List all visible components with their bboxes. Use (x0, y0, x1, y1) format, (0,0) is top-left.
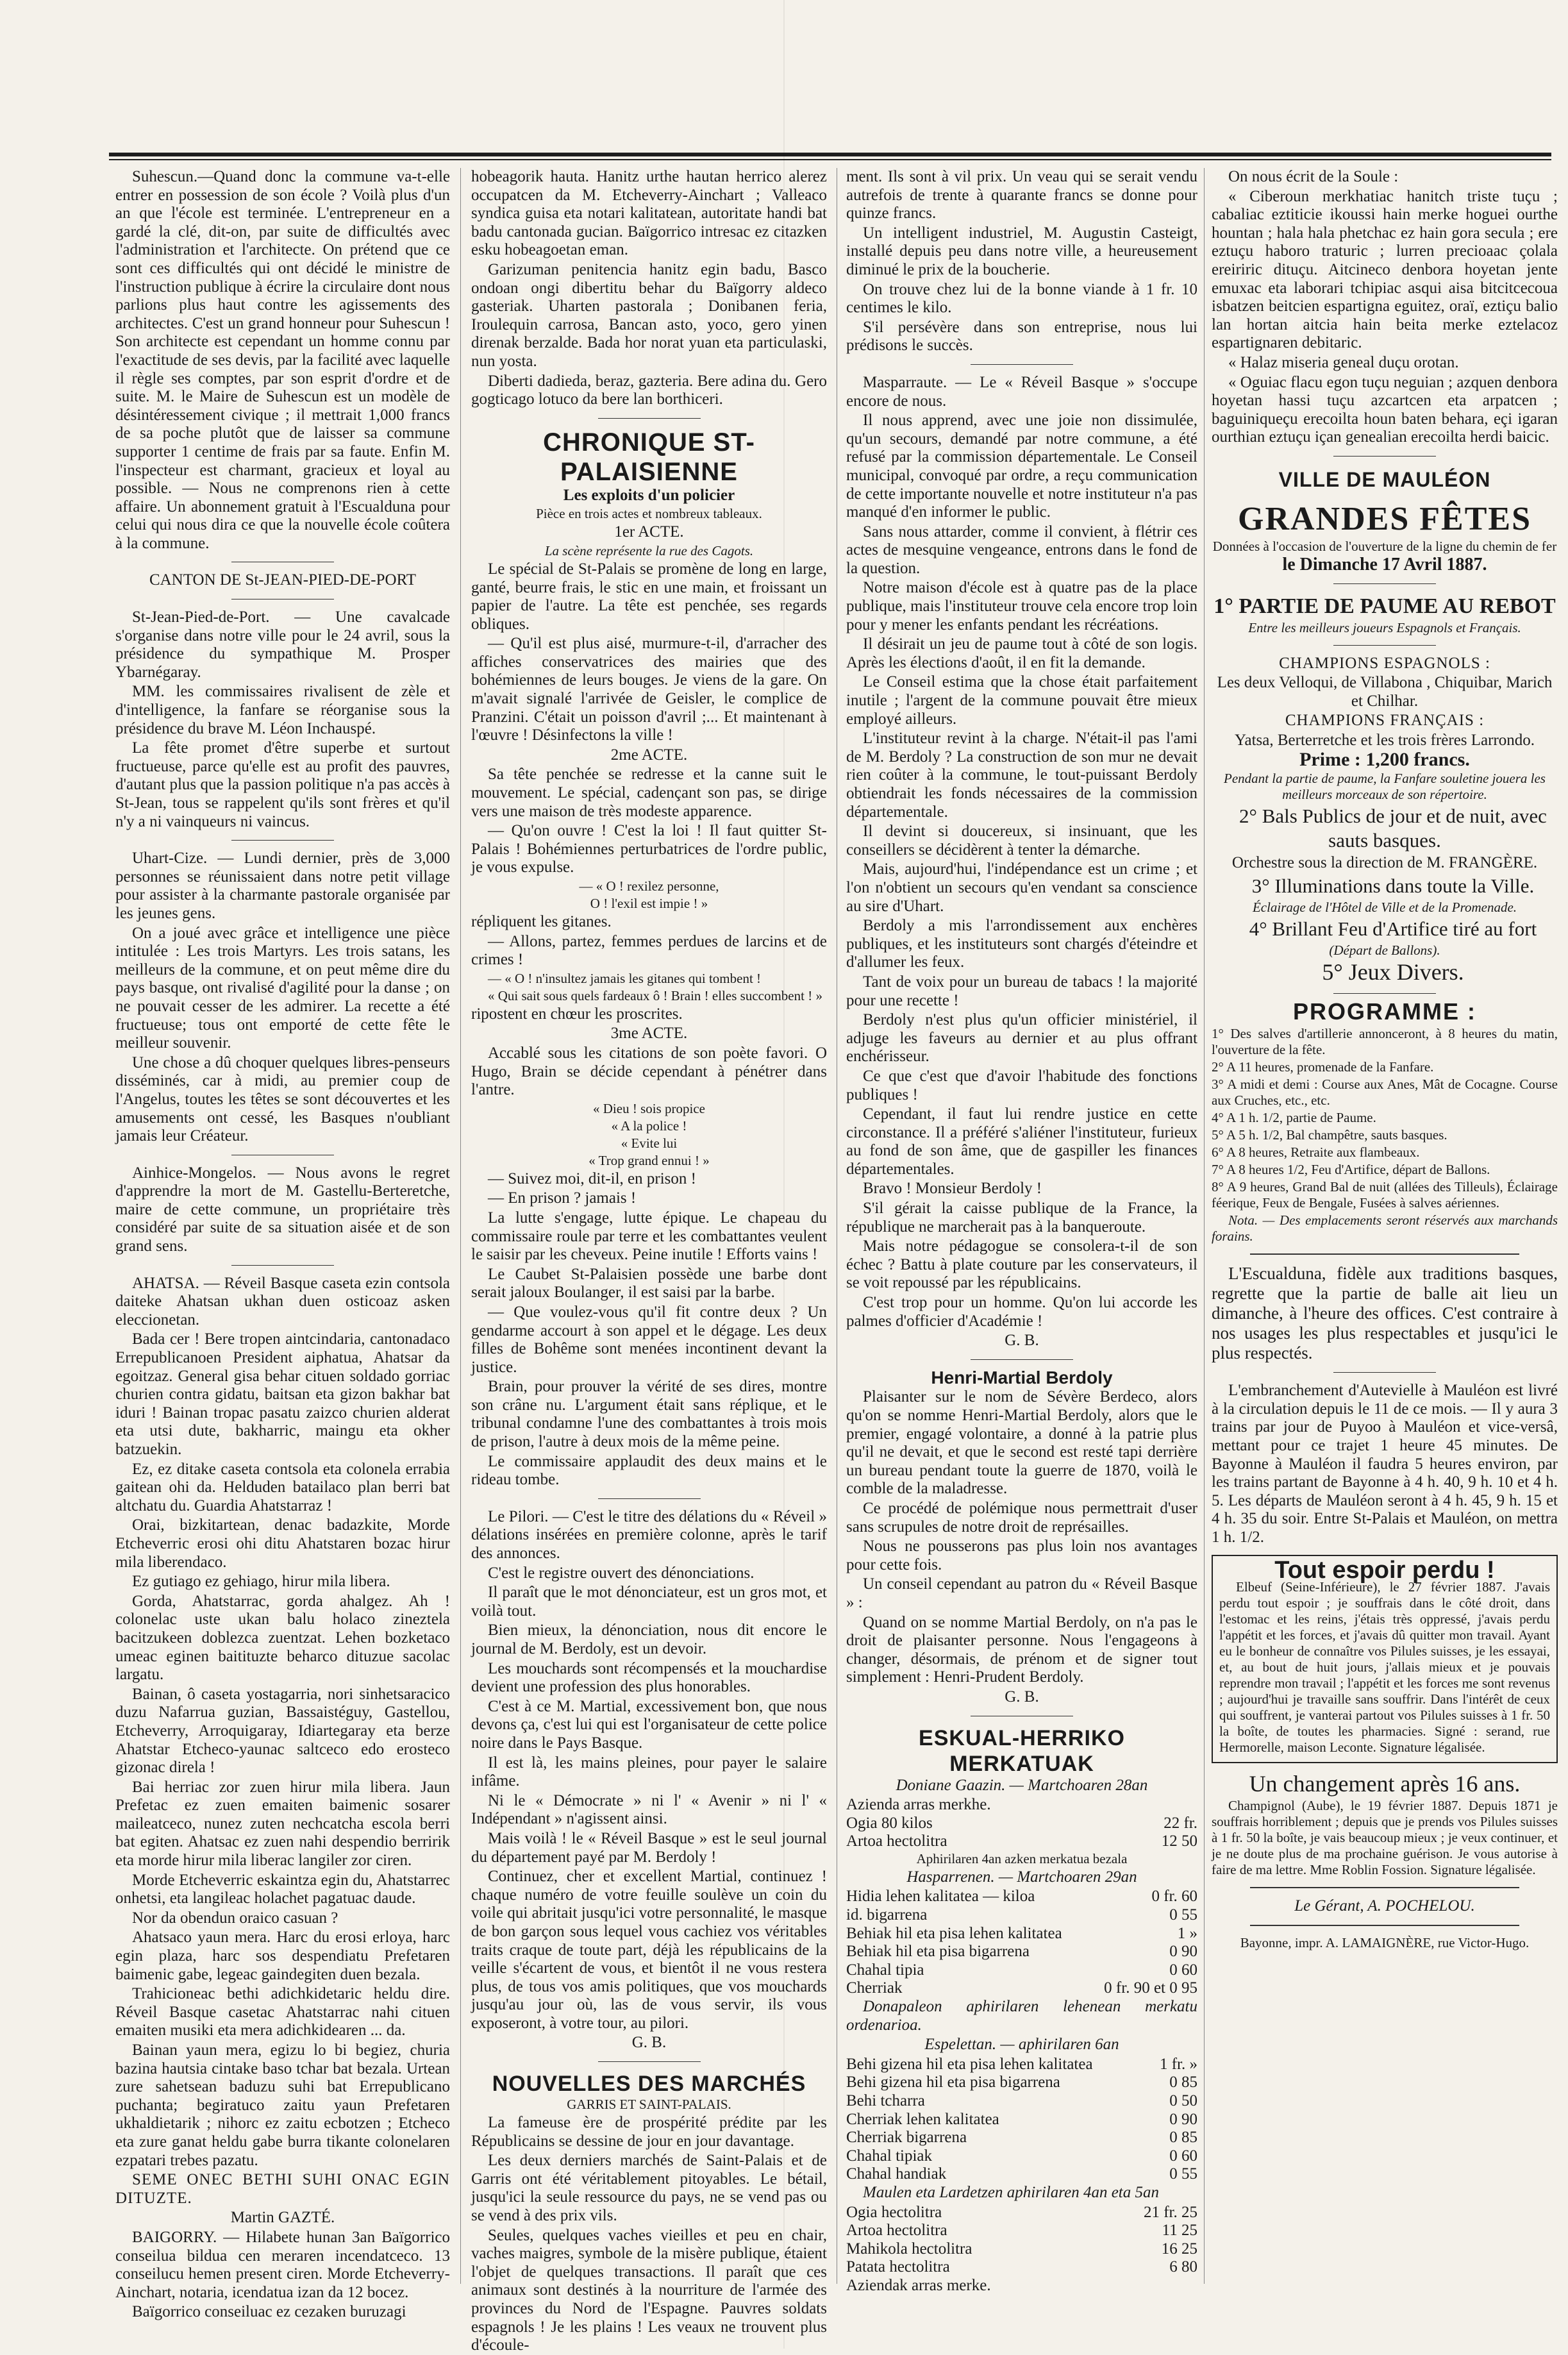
divider (1250, 1887, 1519, 1888)
price-row: Mahikola hectolitra 16 25 (846, 2240, 1197, 2258)
price-row: Cherriak bigarrena 0 85 (846, 2129, 1197, 2147)
programme-item: 7° A 8 heures 1/2, Feu d'Artifice, départ de Ballons. (1212, 1162, 1490, 1178)
paragraph: Mais notre pédagogue se consolera-t-il de son échec ? Battu à plate couture par les conservateurs, il se voit repoussé par les républicains. (846, 1237, 1197, 1292)
price-row: Cherriak lehen kalitatea 0 90 (846, 2110, 1197, 2128)
paragraph: La lutte s'engage, lutte épique. Le chapeau du commissaire roule par terre et les combattantes veulent le saisir par les cheveux. Peine inutile ! Efforts vains ! (471, 1209, 827, 1264)
nouvelles-heading: NOUVELLES DES MARCHÉS (492, 2072, 806, 2097)
paragraph: Un conseil cependant au patron du « Réveil Basque » : (846, 1575, 1197, 1611)
chronique-subtitle: Les exploits d'un policier (563, 486, 735, 504)
champions-label: CHAMPIONS ESPAGNOLS : (1279, 654, 1490, 672)
paragraph: L'instituteur revint à la charge. N'était-il pas l'ami de M. Berdoly ? La construction de son mur ne devait rien coûter à la commune, le tout-puissant Berdoly obtiendrait les fonds nécessaires de la commission départementale. (846, 730, 1197, 821)
column-4 (1212, 168, 1558, 2303)
verse-line: — « O ! rexilez personne, (579, 878, 719, 894)
fetes-date: le Dimanche 17 Avril 1887. (1282, 554, 1487, 574)
paragraph: Trahicioneac bethi adichkidetaric heldu dire. Réveil Basque casetac Ahatstarrac nahi cituen emaiten musiki eta mera adichkidearen ... da. (115, 1985, 450, 2040)
price-row: Behi tcharra 0 50 (846, 2092, 1197, 2109)
paragraph: MM. les commissaires rivalisent de zèle et d'intelligence, la fanfare se réorganise sous la présidence du brave M. Léon Inchauspé. (115, 683, 450, 737)
jeux-line: 5° Jeux Divers. (1322, 959, 1464, 985)
paragraph: Sa tête penchée se redresse et la canne suit le mouvement. Le spécial, cadençant son pas, se dirige vers une maison de très modeste apparence. (471, 766, 827, 820)
paragraph: C'est le registre ouvert des dénonciations. (488, 1564, 755, 1582)
paragraph: Il paraît que le mot dénonciateur, est un gros mot, et voilà tout. (471, 1584, 827, 1620)
partie-heading: 1° PARTIE DE PAUME AU REBOT (1214, 594, 1556, 618)
fetes-occasion: Données à l'occasion de l'ouverture de la ligne du chemin de fer (1212, 538, 1557, 554)
changement-heading: Un changement après 16 ans. (1249, 1771, 1521, 1797)
divider (971, 1359, 1073, 1360)
paragraph: Plaisanter sur le nom de Sévère Berdeco, alors qu'on se nomme Henri-Martial Berdoly, alors que le premier, engagé volontaire, a donné à la patrie plus qu'il ne devait, et que le second est resté tapi derrière un bureau pendant toute la guerre de 1870, voilà le comble de la maladresse. (846, 1388, 1197, 1498)
divider (598, 1498, 701, 1499)
divider (231, 1265, 334, 1266)
divider (598, 418, 701, 419)
market-heading: Maulen eta Lardetzen aphirilaren 4an eta 5an (863, 2183, 1159, 2201)
article-masparraute: Masparraute. — Le « Réveil Basque » s'occupe encore de nous. (846, 373, 1197, 410)
paragraph: « Ciberoun merkhatiac hanitch triste tuçu ; cabaliac eztiticie ikoussi hain merke hoguei ourthe hountan ; hala hala phetchac ez hain gora secula ; ere eztuçu haboro traturic ; lurren precioaac çolala ereiriric dituçu. Aitcineco denbora hoyetan jente emuxac eta laborari tchipiac asqui aisa bitcitcecoua isbatzen beitcien espartigna eguitez, oraï, eztiçu balio lan hortan aitcia hain beita merke eztelacoz espartignaren debitaric. (1212, 187, 1558, 352)
market-heading: Hasparrenen. — Martchoaren 29an (906, 1868, 1137, 1886)
espoir-heading: Tout espoir perdu ! (1274, 1556, 1495, 1584)
column-divider (1204, 168, 1205, 2284)
market-note: Donapaleon aphirilaren lehenean merkatu ordenarioa. (846, 1998, 1197, 2034)
paragraph: Garizuman penitencia hanitz egin badu, Basco ondoan ongi dibertitu behar du Baïgorry aldeco gasteriak. Uharten pastorala ; Donibanen feria, Iroulequin carrosa, Bancan asto, yoco, gero yinen direnak berzalde. Bada hor norat yuan eta particulaski, nun yosta. (471, 260, 827, 370)
paragraph: « Halaz miseria geneal duçu orotan. (1228, 353, 1459, 371)
paragraph: Le Caubet St-Palaisien possède une barbe dont serait jaloux Boulanger, il est saisi par la barbe. (471, 1265, 827, 1302)
paragraph: Brain, pour prouver la vérité de ses dires, montre son crâne nu. L'argument était sans réplique, et le tribunal condamne l'une des combattantes à trois mois de prison, l'autre à deux mois de la même peine. (471, 1378, 827, 1451)
paragraph: Bravo ! Monsieur Berdoly ! (863, 1180, 1042, 1198)
paragraph: — Suivez moi, dit-il, en prison ! (488, 1169, 696, 1187)
price-row: Ogia 80 kilos 22 fr. (846, 1814, 1197, 1832)
verse-line: « Trop grand ennui ! » (588, 1152, 710, 1168)
paragraph: Mais voilà ! le « Réveil Basque » est le seul journal du département payé par M. Berdoly ! (471, 1829, 827, 1866)
champions-names: Yatsa, Berterretche et les trois frères Larrondo. (1234, 731, 1535, 749)
verse-line: « Evite lui (621, 1135, 678, 1151)
article-pilori: Le Pilori. — C'est le titre des délations du « Réveil » délations insérées en première colonne, après le tarif des annonces. (471, 1507, 827, 1563)
paragraph: S'il gérait la caisse publique de la France, la république ne marcherait pas à la banqueroute. (846, 1200, 1197, 1236)
paragraph: Les deux derniers marchés de Saint-Palais et de Garris ont été véritablement pitoyables. Le bétail, jusqu'ici la seule ressource du pays, ne se vend pas ou se vend à des prix vils. (471, 2152, 827, 2225)
divider (1333, 583, 1436, 584)
verse-line: — « O ! n'insultez jamais les gitanes qui tombent ! (488, 970, 762, 986)
paragraph: Bai herriac zor zuen hirur mila libera. Jaun Prefetac ez zuen emaiten baimenic sosarer maileatceco, nunez zuten nechcatcha escola berri bat egiten. Ahatsac ez zuen nahi despendio berririk eta morde hirur mila liberac langiler zor ciren. (115, 1778, 450, 1870)
signature: G. B. (1005, 1688, 1039, 1705)
divider (1250, 1925, 1519, 1926)
column-2 (471, 168, 827, 2354)
divider (1250, 1253, 1519, 1255)
scene-description: La scène représente la rue des Cagots. (544, 542, 754, 558)
divider (1333, 993, 1436, 994)
column-divider (460, 168, 461, 2284)
paragraph: Quand on se nomme Martial Berdoly, on n'a pas le droit de plaisanter personne. Nous l'engageons à changer, désormais, de prénom et de signer tout simplement : Henri-Prudent Berdoly. (846, 1613, 1197, 1686)
paragraph: Ce procédé de polémique nous permettrait d'user sans scrupules de notre droit de représailles. (846, 1499, 1197, 1536)
advert-box (1212, 1555, 1558, 1764)
paragraph: Le spécial de St-Palais se promène de long en large, ganté, beurre frais, le stic en une main, et froissant un papier de l'autre. La tête est penchée, ses regards obliques. (471, 560, 827, 633)
bals-line: 2° Bals Publics de jour et de nuit, avec sauts basques. (1239, 805, 1547, 852)
paragraph: Ahatsaco yaun mera. Harc du erosi erloya, harc egin plaza, harc sos despendiatu Prefetaren baimenic gabe, legeac gaindegiten duen bezala. (115, 1929, 450, 1983)
orchestre-line: Orchestre sous la direction de M. FRANGÈRE. (1231, 854, 1538, 872)
paragraph: Berdoly n'est plus qu'un officier ministériel, il adjuge les faveurs au dernier et au plus offrant enchérisseur. (846, 1011, 1197, 1066)
programme-item: 1° Des salves d'artillerie annonceront, à 8 heures du matin, l'ouverture de la fête. (1212, 1026, 1558, 1058)
paragraph: Mais, aujourd'hui, l'indépendance est un crime ; et l'on n'obtient un secours qu'en vendant sa conscience au sire d'Uhart. (846, 860, 1197, 915)
paragraph: L'Escualduna, fidèle aux traditions basques, regrette que la partie de balle ait lieu un dimanche, à l'heure des offices. C'est contraire à nos usages les plus respectables et jusqu'ici le plus respectés. (1212, 1264, 1558, 1363)
divider (1333, 1372, 1436, 1373)
champions-names: Les deux Velloqui, de Villabona , Chiquibar, Marich et Chilhar. (1217, 674, 1553, 710)
paragraph: Bada cer ! Bere tropen aintcindaria, cantonadaco Errepublicanoen President aiphatua, Ahatsar da egoitzaz. General gisa behar cituen soldado gorriac churien contra gidatu, baitsan eta gizon bakhar bat iduri ! Bainan tropac pasatu zaizco churien alderat eta utsi dute, bakharric, maingu eta okher batzuekin. (115, 1330, 450, 1458)
paragraph: Un intelligent industriel, M. Augustin Casteigt, installé depuis peu dans notre ville, a heureusement diminué le prix de la boucherie. (846, 224, 1197, 278)
ville-heading: VILLE DE MAULÉON (1278, 467, 1491, 491)
divider (231, 840, 334, 841)
price-row: Behi gizena hil eta pisa lehen kalitatea 1 fr. » (846, 2055, 1197, 2073)
price-row: Artoa hectolitra 12 50 (846, 1832, 1197, 1850)
paragraph: Orai, bizkitartean, denac badazkite, Morde Etcheverric erosi ohi ditu Ahatstaren bozac hirur mila liberendaco. (115, 1516, 450, 1571)
price-row: Behiak hil eta pisa bigarrena 0 90 (846, 1943, 1197, 1961)
chronique-subtitle-2: Pièce en trois actes et nombreux tableaux. (536, 506, 762, 522)
paragraph: Ni le « Démocrate » ni l' « Avenir » ni l' « Indépendant » n'agissent ainsi. (471, 1791, 827, 1828)
ballons-line: (Départ de Ballons). (1329, 942, 1440, 958)
feu-line: 4° Brillant Feu d'Artifice tiré au fort (1249, 917, 1537, 940)
paragraph: S'il persévère dans son entreprise, nous lui prédisons le succès. (846, 318, 1197, 355)
paragraph: répliquent les gitanes. (471, 913, 612, 930)
paragraph: Notre maison d'école est à quatre pas de la place publique, mais l'instituteur trouve cela encore trop loin pour y mener les enfants pendant les récréations. (846, 579, 1197, 633)
acte-heading: 1er ACTE. (614, 523, 684, 541)
champions-label: CHAMPIONS FRANÇAIS : (1285, 712, 1485, 730)
paragraph: Nor da obendun oraico casuan ? (132, 1909, 338, 1927)
price-row: id. bigarrena 0 55 (846, 1906, 1197, 1924)
signature: Martin GAZTÉ. (230, 2209, 335, 2227)
paragraph: Le Conseil estima que la chose était parfaitement inutile ; l'argent de la commune pouvait être mieux employé ailleurs. (846, 673, 1197, 728)
paragraph: L'embranchement d'Autevielle à Mauléon est livré à la circulation depuis le 11 de ce mois. — Il y aura 3 trains par jour de Puyoo à Mauléon et vice-versâ, mettant pour ce trajet 1 heure 45 minutes. De Bayonne à Mauléon il faudra 5 heures environ, par les trains partant de Bayonne à 4 h. 40, 9 h. 10 et 4 h. 5. Les départs de Mauléon seront à 4 h. 45, 9 h. 15 et 4 h. 35 du soir. Entre St-Palais et Mauléon, on mettra 1 h. 1/2. (1212, 1382, 1558, 1546)
partie-subtitle: Entre les meilleurs joueurs Espagnols et Français. (1248, 619, 1521, 635)
article-ahatsa: AHATSA. — Réveil Basque caseta ezin contsola daiteke Ahatsan ukhan duen osticoaz asken eleccionetan. (115, 1274, 450, 1328)
paragraph: Gorda, Ahatstarrac, gorda ahalgez. Ah ! colonelac uste ukan balu holaco zineztela bacitzukeen doblezca zuentzat. Lehen bozketaco umeac eginen baitituzte beharco dituzue sacolac largatu. (115, 1592, 450, 1684)
price-row: Patata hectolitra 6 80 (846, 2258, 1197, 2276)
paragraph: Ez, ez ditake caseta contsola eta colonela errabia gaitean ohi da. Helduden batailaco plan berri bat altchatu du. Guardia Ahatstarraz ! (115, 1460, 450, 1514)
market-heading: Espelettan. — aphirilaren 6an (924, 2036, 1119, 2054)
paragraph: — En prison ? jamais ! (488, 1189, 637, 1207)
paragraph: On trouve chez lui de la bonne viande à 1 fr. 10 centimes le kilo. (846, 280, 1197, 317)
paragraph: Ce que c'est que d'avoir l'habitude des fonctions publiques ! (846, 1067, 1197, 1103)
advert-text: Champignol (Aube), le 19 février 1887. Depuis 1871 je souffrais horriblement ; depuis que je prends vos Pilules suisses à 1 fr. 50 la boîte, je vais beaucoup mieux ; je veux continuer, et je ne doute plus de ma prochaine guérison. Je vous autorise à faire de ma lettre. Mme Roblin Fossion. Signature légalisée. (1212, 1798, 1558, 1878)
paragraph: On nous écrit de la Soule : (1228, 168, 1399, 185)
prime-amount: Prime : 1,200 francs. (1299, 749, 1470, 771)
canton-heading: CANTON DE St-JEAN-PIED-DE-PORT (149, 571, 417, 589)
column-3 (846, 168, 1197, 2303)
fetes-heading: GRANDES FÊTES (1238, 500, 1531, 537)
paragraph: Sans nous attarder, comme il convient, à flétrir ces actes de mesquine vengeance, entrons dans le fond de la question. (846, 523, 1197, 577)
paragraph: Les mouchards sont récompensés et la mouchardise devient une profession des plus honorables. (471, 1659, 827, 1696)
signature: G. B. (631, 2034, 667, 2052)
divider (1333, 456, 1436, 457)
acte-heading: 2me ACTE. (610, 746, 688, 764)
price-row: Cherriak 0 fr. 90 et 0 95 (846, 1979, 1197, 1997)
paragraph: On a joué avec grâce et intelligence une pièce intitulée : Les trois Martyrs. Les trois satans, les meilleurs de la commune, et on peut même dire du pays basque, ont rivalisé d'agilité pour la danse ; on ne pouvait cesser de les admirer. La recette a été fructueuse; tous ont emporté de cette fête le meilleur souvenir. (115, 924, 450, 1052)
verse-line: « Dieu ! sois propice (593, 1100, 705, 1116)
paragraph: Accablé sous les citations de son poète favori. O Hugo, Brain se décide cependant à pénétrer dans l'antre. (471, 1044, 827, 1099)
paragraph: ment. Ils sont à vil prix. Un veau qui se serait vendu autrefois de trente à quarante francs se donne pour quinze francs. (846, 168, 1197, 222)
nota-line: Nota. — Des emplacements seront réservés aux marchands forains. (1212, 1212, 1558, 1245)
eskual-heading: ESKUAL-HERRIKO MERKATUAK (919, 1725, 1125, 1776)
paragraph: Il désirait un jeu de paume tout à côté de son logis. Après les élections d'août, il en fit la demande. (846, 635, 1197, 671)
paragraph: — Que voulez-vous qu'il fit contre deux ? Un gendarme accourt à son appel et le dégage. Les deux filles de Bohême sont menées incontinent devant la justice. (471, 1303, 827, 1376)
article-st-jean: St-Jean-Pied-de-Port. — Une cavalcade s'organise dans notre ville pour le 24 avril, sous la présidence du sympathique M. Prosper Ybarnégaray. (115, 608, 450, 681)
article-suhescun: Suhescun.—Quand donc la commune va-t-elle entrer en possession de son école ? Voilà plus d'un an que l'école est terminée. L'entrepreneur en a gardé la clé, dit-on, par suite de difficultés avec l'administration et l'architecte. On prétend que ce sont ces difficultés qui ont décidé le ministre de l'instruction publique à écrire la circulaire dont nous parlions plus haut contre les agissements des architectes. C'est un grand honneur pour Suhescun ! Son architecte est cependant un homme connu par l'exactitude de ses devis, par la facilité avec laquelle il règle ses comptes, par son esprit d'ordre et de suite. M. le Maire de Suhescun est un modèle de désintéressement civique ; il mettrait 1,000 francs de sa poche plutôt que de laisser sa commune supporter 1 centime de frais par sa faute. Enfin M. l'inspecteur est charmant, gracieux et loyal au possible. — Nous ne comprenons rien à cette affaire. Un abonnement gratuit à l'Escualduna pour celui qui nous dira ce que la nouvelle école coûtera à la commune. (115, 168, 450, 552)
paragraph: — Allons, partez, femmes perdues de larcins et de crimes ! (471, 932, 827, 969)
price-row: Artoa hectolitra 11 25 (846, 2222, 1197, 2240)
henri-heading: Henri-Martial Berdoly (931, 1367, 1113, 1387)
column-1 (115, 168, 450, 2321)
paragraph: Morde Etcheverric eskaintza egin du, Ahatstarrec onhetsi, eta langileac holachet pagatuac daude. (115, 1871, 450, 1907)
paragraph: La fameuse ère de prospérité prédite par les Républicains se dessine de jour en jour davantage. (471, 2114, 827, 2150)
price-row: Ogia hectolitra 21 fr. 25 (846, 2203, 1197, 2221)
top-rule-thin (109, 159, 1551, 160)
divider (971, 364, 1073, 365)
divider (1333, 645, 1436, 646)
programme-item: 2° A 11 heures, promenade de la Fanfare. (1212, 1059, 1434, 1075)
article-baigorry: BAIGORRY. — Hilabete hunan 3an Baïgorrico conseilua bildua cen meraren incendatceco. 13 conseilucu hemen present ciren. Morde Etcheverry-Ainchart, notaria, icendatua izan da 12 bocez. (115, 2228, 450, 2301)
fanfare-note: Pendant la partie de paume, la Fanfare souletine jouera les meilleurs morceaux de son répertoire. (1224, 771, 1546, 803)
paragraph: Bainan yaun mera, egizu lo bi begiez, churia bazina hautsia cintake baso tchar bat bezala. Urtean zure sahetsean baduzu suhi bat Errepublicano puchanta; begiratuco zaitu yaun Prefetaren ukhaldietarik ; nihorc ez zaitu ecbotzen ; Etcheco eta zure ganat heldu gabe burra tikante colonelaren ezpatari trebes pazatu. (115, 2041, 450, 2169)
paragraph: C'est à ce M. Martial, excessivement bon, que nous devons ça, c'est lui qui est l'organisateur de cette police noire dans le Pays Basque. (471, 1697, 827, 1752)
verse-line: « Qui sait sous quels fardeaux ô ! Brain ! elles succombent ! » (488, 987, 822, 1003)
paragraph: Il nous apprend, avec une joie non dissimulée, qu'un secours, demandé par notre commune, a été refusé par la commission départementale. Le Conseil municipal, convoqué par ordre, a reçu communication de cette importante nouvelle et notre instituteur n'a pas manqué d'en informer le public. (846, 412, 1197, 521)
paragraph: SEME ONEC BETHI SUHI ONAC EGIN DITUZTE. (115, 2171, 450, 2207)
paragraph: La fête promet d'être superbe et surtout fructueuse, parce qu'elle est au profit des pauvres, d'autant plus que la passion politique n'a pas accès à St-Jean, tous se rappelent qu'ils sont frères et qu'il n'y a ni vainqueurs ni vaincus. (115, 739, 450, 830)
price-row: Hidia lehen kalitatea — kiloa 0 fr. 60 (846, 1888, 1197, 1906)
signature: G. B. (1005, 1332, 1039, 1350)
paragraph: hobeagorik hauta. Hanitz urthe hautan herrico alerez occupatcen da M. Etcheverry-Ainchart ; Valleaco syndica guisa eta notari kalitatean, autoritate handi bat badu cantonada gucian. Baïgorrico intresac ez citazken esku hobeagoetan eman. (471, 168, 827, 259)
verse-line: « A la police ! (611, 1118, 687, 1134)
price-row: Chahal handiak 0 55 (846, 2165, 1197, 2183)
imprimeur-line: Bayonne, impr. A. LAMAIGNÈRE, rue Victor-Hugo. (1240, 1934, 1530, 1950)
paragraph: Tant de voix pour un bureau de tabacs ! la majorité pour une recette ! (846, 973, 1197, 1009)
price-row: Chahal tipia 0 60 (846, 1961, 1197, 1979)
paragraph: ripostent en chœur les proscrites. (471, 1005, 683, 1023)
programme-item: 6° A 8 heures, Retraite aux flambeaux. (1212, 1144, 1420, 1161)
paragraph: Baïgorrico conseiluac ez cezaken buruzagi (132, 2303, 406, 2321)
paragraph: Le commissaire applaudit des deux mains et le rideau tombe. (471, 1452, 827, 1489)
paragraph: Il devint si doucereux, si insinuant, que les conseillers se décidèrent à tenter la démarche. (846, 823, 1197, 859)
market-note: Aphirilaren 4an azken merkatua bezala (916, 1850, 1128, 1866)
gerant-line: Le Gérant, A. POCHELOU. (1294, 1897, 1475, 1915)
verse-line: O ! l'exil est impie ! » (590, 896, 708, 911)
paragraph: — Qu'on ouvre ! C'est la loi ! Il faut quitter St-Palais ! Bohémiennes perturbatrices de l'ordre public, je vous expulse. (471, 822, 827, 876)
article-uhart-cize: Uhart-Cize. — Lundi dernier, près de 3,000 personnes se réunissaient dans notre petit village pour assister à la charmante pastorale organisée par les jeunes gens. (115, 850, 450, 922)
price-row: Behiak hil eta pisa lehen kalitatea 1 » (846, 1924, 1197, 1942)
programme-item: 5° A 5 h. 1/2, Bal champêtre, sauts basques. (1212, 1127, 1447, 1143)
paragraph: Diberti dadieda, beraz, gazteria. Bere adina du. Gero gogticago lotuco da bere lan borthiceri. (471, 372, 827, 408)
nouvelles-subtitle: GARRIS ET SAINT-PALAIS. (567, 2097, 731, 2113)
paragraph: Seules, quelques vaches vieilles et peu en chair, vaches maigres, symbole de la misère publique, étaient l'objet de quelques transactions. Il paraît que ces animaux sont destinés à la nourriture de l'armée des provinces du Nord de l'Espagne. Pauvres soldats espagnols ! Je les plains ! Les veaux ne trouvent plus d'écoule- (471, 2226, 827, 2354)
paragraph: « Oguiac flacu egon tuçu neguian ; azquen denbora hoyetan hassi tuçu azcartcen eta arpatcen ; baguiniqueçu erecoilta houn baten behara, eçi igaran ourthian eztuçu içan genealian erecoilta herdi baicic. (1212, 373, 1558, 446)
programme-item: 8° A 9 heures, Grand Bal de nuit (allées des Tilleuls), Éclairage féerique, Feux de Bengale, Fusées à salves aériennes. (1212, 1179, 1558, 1211)
article-ainhice: Ainhice-Mongelos. — Nous avons le regret d'apprendre la mort de M. Gastellu-Berteretche, maire de cette commune, un propriétaire très considéré par suite de sa situation aisée et de son grand sens. (115, 1164, 450, 1255)
divider (598, 2061, 701, 2062)
top-rule (109, 153, 1551, 156)
price-row: Behi gizena hil eta pisa bigarrena 0 85 (846, 2074, 1197, 2091)
price-row: Chahal tipiak 0 60 (846, 2147, 1197, 2165)
paragraph: Nous ne pousserons pas plus loin nos avantages pour cette fois. (846, 1538, 1197, 1573)
paragraph: Ez gutiago ez gehiago, hirur mila libera. (132, 1573, 390, 1591)
chronique-heading: CHRONIQUE ST-PALAISIENNE (543, 428, 755, 486)
illuminations-line: 3° Illuminations dans toute la Ville. (1251, 874, 1535, 897)
paragraph: Cependant, il faut lui rendre justice en cette circonstance. Il a préféré s'aliéner l'instituteur, furieux au fond de son âme, que de gaspiller les finances départementales. (846, 1105, 1197, 1178)
paragraph: Bien mieux, la dénonciation, nous dit encore le journal de M. Berdoly, est un devoir. (471, 1622, 827, 1657)
price-row: Azienda arras merkhe. (846, 1796, 991, 1814)
paragraph: Continuez, cher et excellent Martial, continuez ! chaque numéro de votre feuille soulève un coin du voile qui abritait jusqu'ici votre personnalité, le masque de bon garçon sous lequel vous cachiez vos véritables traits craque de toute part, déjà les républicains de la veille s'écartent de vous, et bientôt il ne vous restera plus, de tous vos amis politiques, que vos mouchards jusqu'au jour où, las de vous servir, ils vous exposeront, à votre tour, au pilori. (471, 1868, 827, 2032)
acte-heading: 3me ACTE. (610, 1025, 688, 1043)
programme-item: 3° A midi et demi : Course aux Anes, Mât de Cocagne. Course aux Cruches, etc., etc. (1212, 1077, 1558, 1109)
paragraph: — Qu'il est plus aisé, murmure-t-il, d'arracher des affiches conservatrices des mairies que des bohémiennes de leurs bouges. Je viens de la gare. On m'avait signalé l'arrivée de Geisler, le complice de Pranzini. C'était un poisson d'avril ;... Et maintenant à l'œuvre ! Désinfectons la ville ! (471, 635, 827, 744)
paragraph: Bainan, ô caseta yostagarria, nori sinhetsaracico duzu Nafarrua guzian, Bassaistéguy, Gastellou, Etcheverry, Arroquigaray, Idiartegaray eta berze Ahatstar Etcheco-yaunac saltceco edo erosteco gizonac direla ! (115, 1685, 450, 1777)
paragraph: C'est trop pour un homme. Qu'on lui accorde les palmes d'officier d'Académie ! (846, 1294, 1197, 1330)
advert-text: Elbeuf (Seine-Inférieure), le 27 février 1887. J'avais perdu tout espoir ; je souffrais dans le côté droit, dans l'estomac et les reins, j'étais très oppressé, j'avais perdu l'appétit et les forces, et j'avais dû quitter mon travail. Ayant eu le bonheur de connaître vos Pilules suisses, je les essayai, et, au bout de huit jours, j'allais mieux et je pouvais reprendre mon travail ; l'appétit et les forces me sont revenus ; aujourd'hui je travaille sans souffrir. Dans l'intérêt de ceux qui souffrent, je vanterai partout vos Pilules suisses à 1 fr. 50 la boîte, de toutes les pharmacies. Signé : serand, rue Hermorelle, maison Leconte. Signature légalisée. (1219, 1579, 1550, 1756)
eclairage-line: Éclairage de l'Hôtel de Ville et de la Promenade. (1252, 899, 1517, 915)
paragraph: Une chose a dû choquer quelques libres-penseurs disséminés, car à midi, au premier coup de l'Angelus, toutes les têtes se sont découvertes et les amusements ont cessé, les Basques n'oubliant jamais leur Créateur. (115, 1053, 450, 1145)
price-row: Aziendak arras merke. (846, 2276, 991, 2294)
paragraph: Il est là, les mains pleines, pour payer le salaire infâme. (471, 1754, 827, 1790)
paragraph: Berdoly a mis l'arrondissement aux enchères publiques, et les instituteurs sont chargés d'éteindre et d'allumer les feux. (846, 917, 1197, 971)
programme-heading: PROGRAMME : (1293, 998, 1476, 1025)
market-heading: Doniane Gaazin. — Martchoaren 28an (896, 1776, 1148, 1794)
programme-item: 4° A 1 h. 1/2, partie de Paume. (1212, 1110, 1376, 1126)
